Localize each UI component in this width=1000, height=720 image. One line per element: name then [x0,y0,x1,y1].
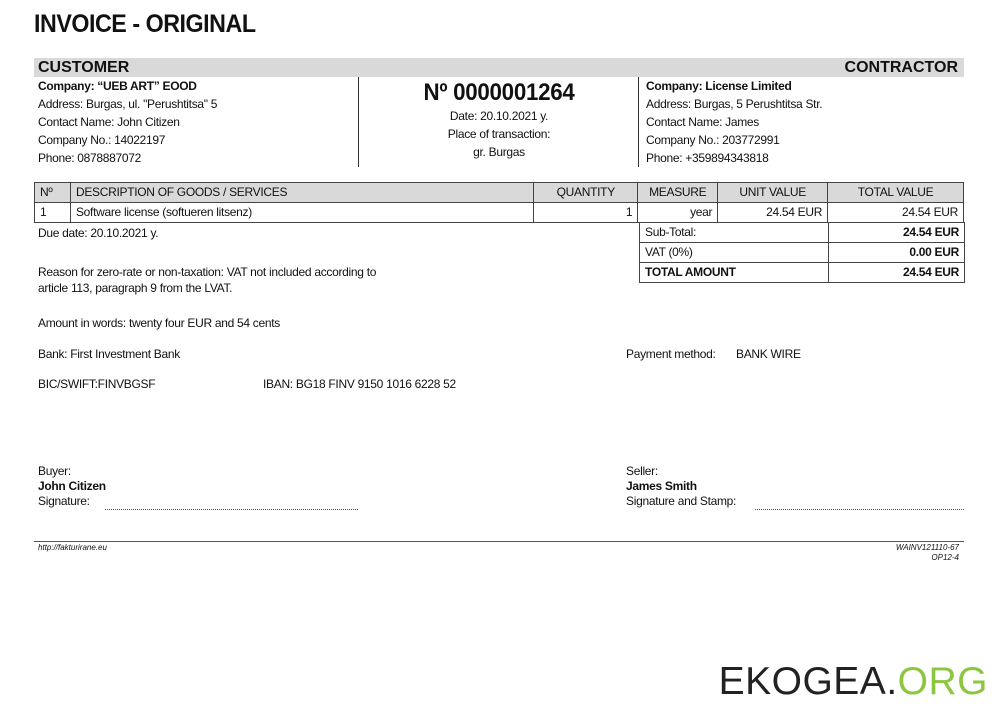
footer-divider [34,541,964,542]
col-total-value-header: TOTAL VALUE [828,183,964,203]
total-label: TOTAL AMOUNT [640,263,829,283]
contractor-company-no: Company No.: 203772991 [646,133,780,147]
amount-in-words: Amount in words: twenty four EUR and 54 cents [38,316,280,330]
contractor-phone: Phone: +359894343818 [646,151,769,165]
seller-signature-line [755,508,964,510]
vat-row [640,243,965,263]
cell-total-value: 24.54 EUR [828,203,964,223]
payment-method-value: BANK WIRE [736,347,801,361]
divider-right [638,77,639,167]
parties-header-bar [34,58,964,77]
bank-name: Bank: First Investment Bank [38,347,180,361]
contractor-info [646,77,822,167]
vat-value: 0.00 EUR [829,243,965,263]
buyer-label: Buyer: [38,464,71,478]
footer-url: http://fakturirane.eu [38,543,107,552]
col-quantity-header: QUANTITY [534,183,638,203]
iban: IBAN: BG18 FINV 9150 1016 6228 52 [263,377,456,391]
buyer-signature-line [105,508,358,510]
footer-code-2: OP12-4 [931,553,959,562]
totals-table [639,222,965,283]
divider-left [358,77,359,167]
reason-line-1: Reason for zero-rate or non-taxation: VAT not included according to [38,265,377,279]
payment-method-label: Payment method: [626,347,716,361]
footer-code-1: WAINV121110-67 [895,543,959,552]
seller-name: James Smith [626,479,697,493]
customer-contact: Contact Name: John Citizen [38,115,180,129]
invoice-date: Date: 20.10.2021 y. [449,109,549,123]
table-row [35,203,964,223]
cell-description: Software license (softueren litsenz) [70,203,533,223]
reason-line-2: article 113, paragraph 9 from the LVAT. [38,281,233,295]
place-value: gr. Burgas [473,145,525,159]
customer-address: Address: Burgas, ul. "Perushtitsa" 5 [38,97,218,111]
total-value: 24.54 EUR [829,263,965,283]
invoice-title: INVOICE - ORIGINAL [34,10,256,38]
invoice-meta [360,77,638,161]
buyer-name: John Citizen [38,479,106,493]
col-description-header: DESCRIPTION OF GOODS / SERVICES [70,183,533,203]
buyer-signature-label: Signature: [38,494,90,508]
customer-company: Company: “UEB ART” EOOD [38,79,197,93]
customer-info [38,77,217,167]
cell-measure: year [638,203,718,223]
subtotal-value: 24.54 EUR [829,223,965,243]
customer-company-no: Company No.: 14022197 [38,133,166,147]
contractor-address: Address: Burgas, 5 Perushtitsa Str. [646,97,823,111]
invoice-number: Nº 0000001264 [423,79,575,106]
place-label: Place of transaction: [447,127,551,141]
subtotal-row [640,223,965,243]
subtotal-label: Sub-Total: [640,223,829,243]
col-measure-header: MEASURE [638,183,718,203]
items-header-row [35,183,964,203]
col-number-header: Nº [35,183,71,203]
vat-label: VAT (0%) [640,243,829,263]
col-unit-value-header: UNIT VALUE [718,183,828,203]
cell-number: 1 [35,203,71,223]
bic-swift: BIC/SWIFT:FINVBGSF [38,377,156,391]
watermark-part-2: ORG [897,660,988,703]
contractor-contact: Contact Name: James [646,115,760,129]
contractor-label: CONTRACTOR [844,59,958,76]
items-table [34,182,964,223]
ekogea-watermark [719,660,988,704]
cell-quantity: 1 [534,203,638,223]
due-date: Due date: 20.10.2021 y. [38,226,159,240]
cell-unit-value: 24.54 EUR [718,203,828,223]
seller-label: Seller: [626,464,658,478]
customer-label: CUSTOMER [38,59,130,76]
seller-signature-label: Signature and Stamp: [626,494,737,508]
total-row [640,263,965,283]
customer-phone: Phone: 0878887072 [38,151,142,165]
watermark-part-1: EKOGEA. [718,660,898,703]
contractor-company: Company: License Limited [646,79,792,93]
